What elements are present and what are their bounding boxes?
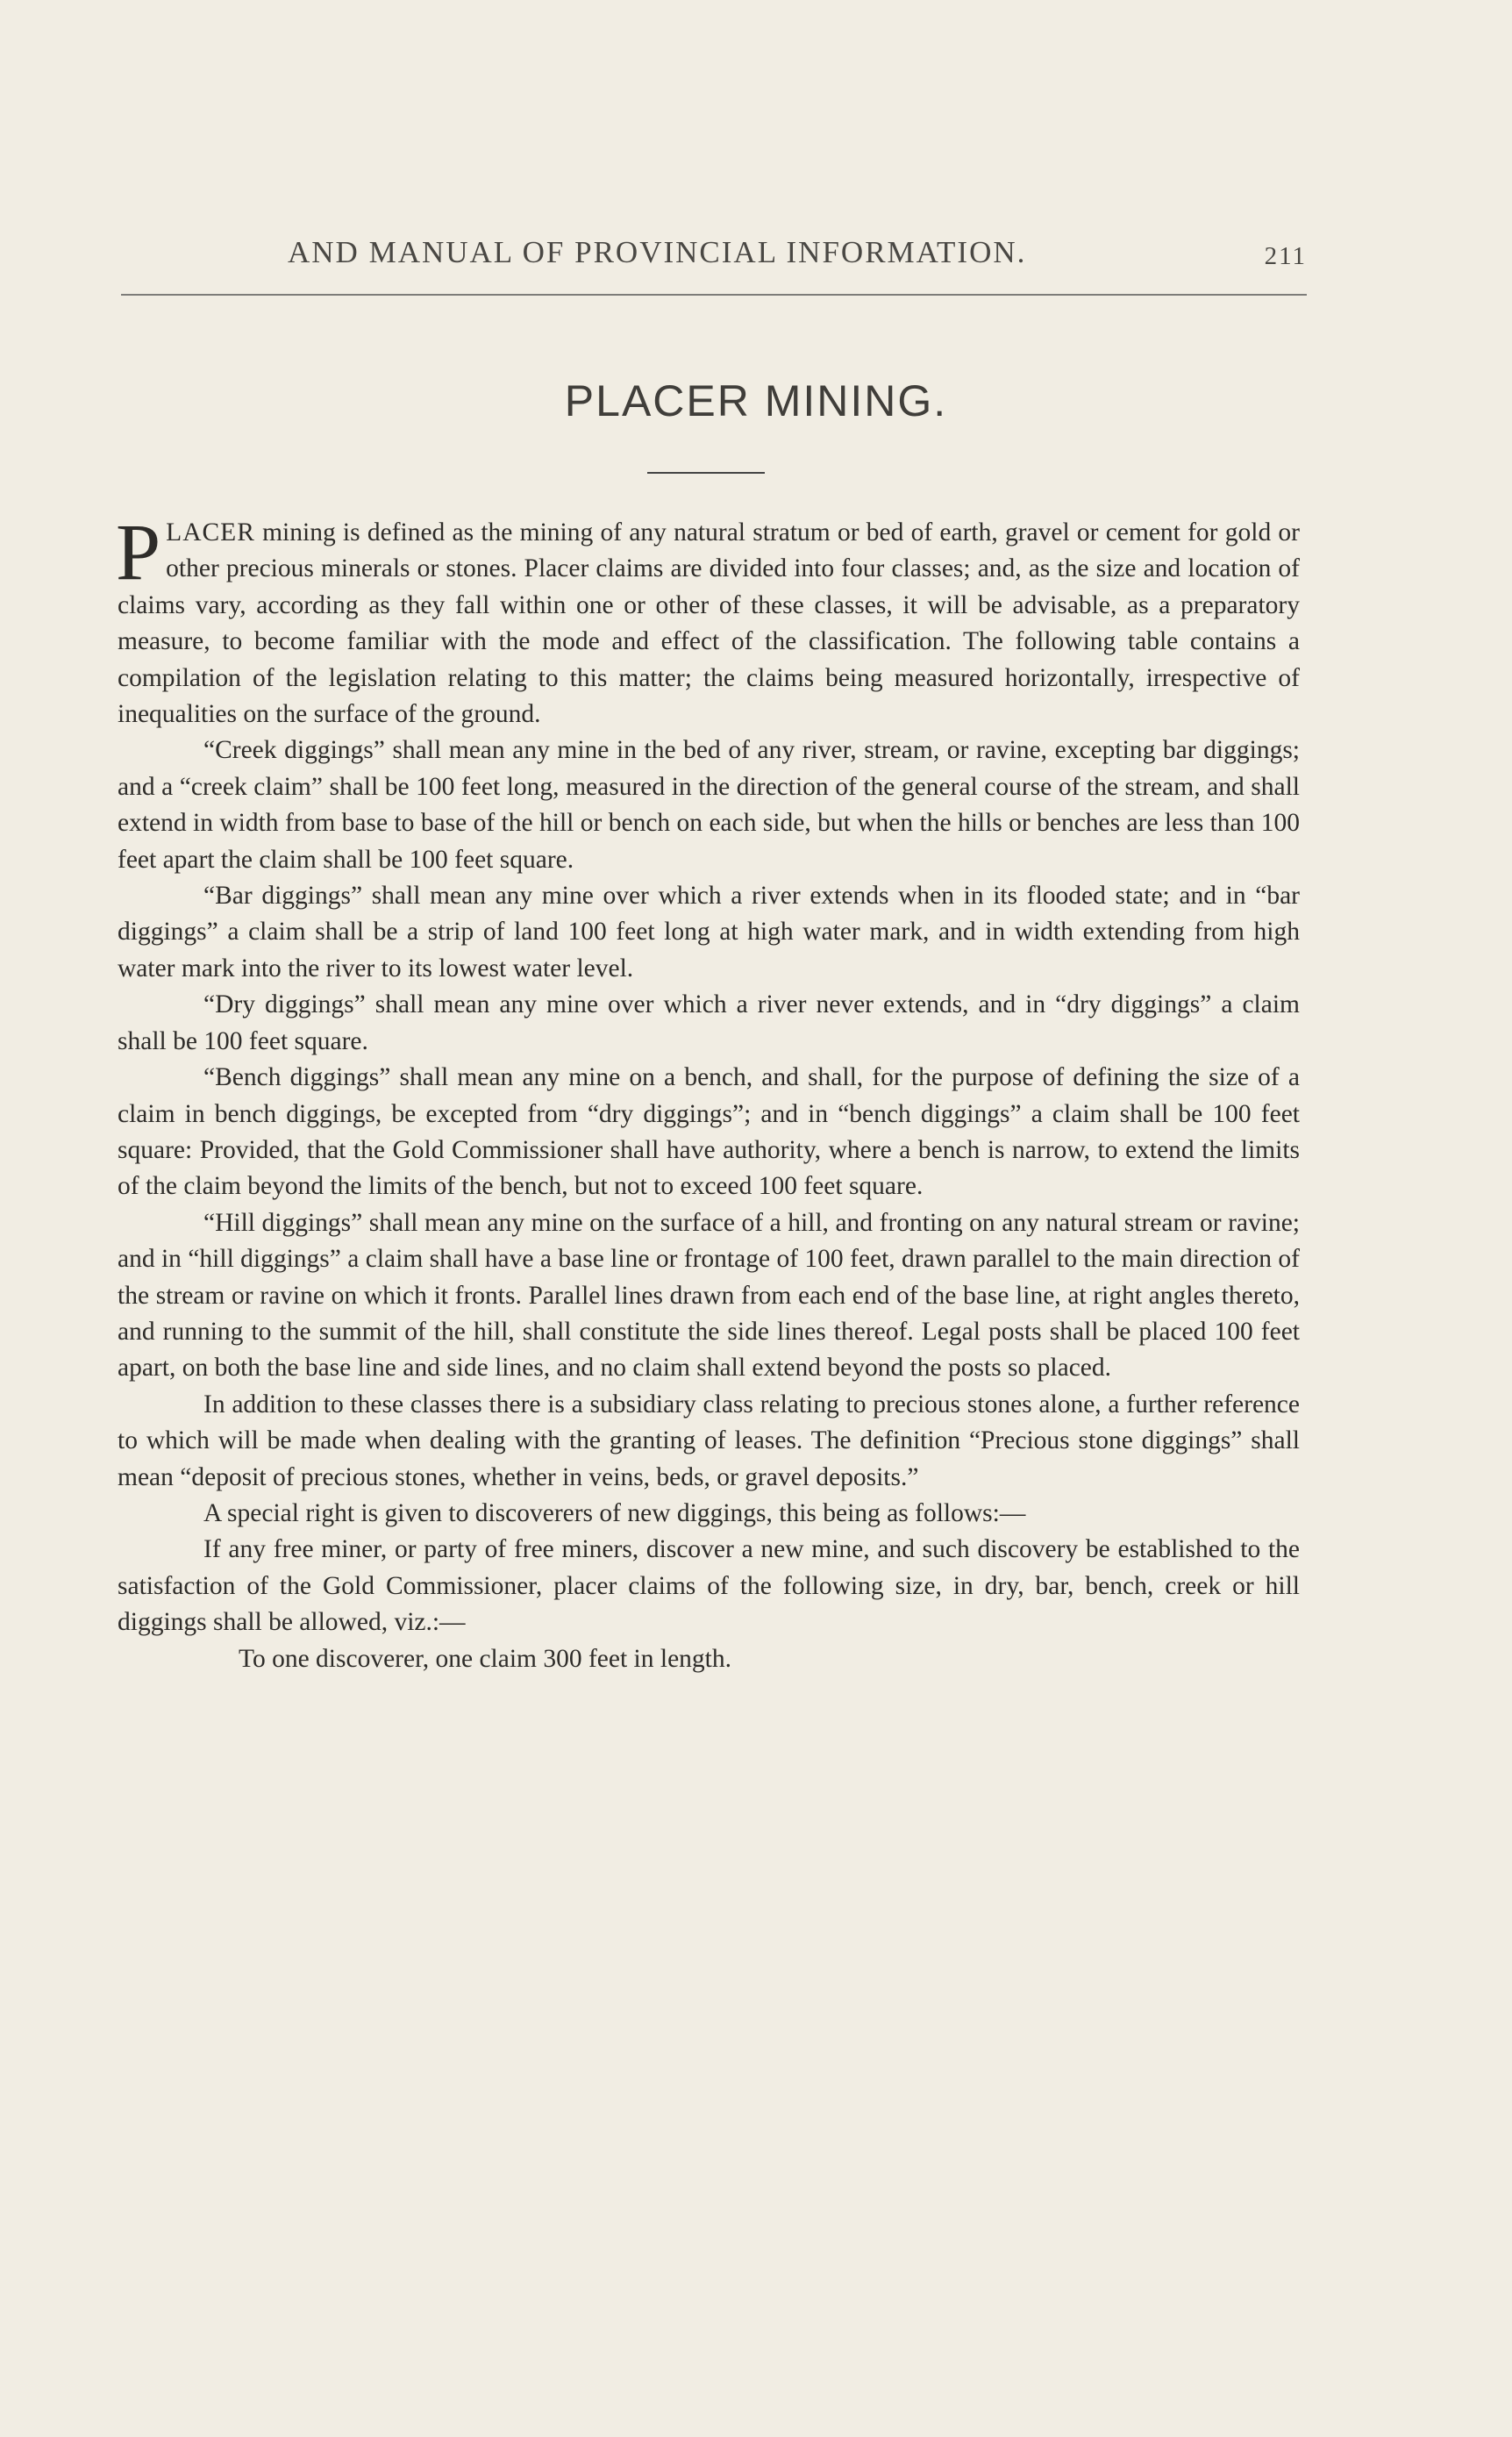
paragraph: “Creek diggings” shall mean any mine in the bed of any river, stream, or ravine, excepting bar diggings; and a “creek claim” shall be 100 feet long, measured in the direction of the general course of the stream, and shall extend in width from base to base of the hill or bench on each side, but when the hills or benches are less than 100 feet apart the claim shall be 100 feet square.: [118, 736, 1300, 874]
paragraph-text: mining is defined as the mining of any natural stratum or bed of earth, gravel or cement for gold or other precious minerals or stones. Placer claims are divided into four classes; and, as the size and location of claims vary, according as they fall within one or other of these classes, it will be advisable, as a preparatory measure, to become familiar with the mode and effect of the classification. The following table contains a compilation of the legislation relating to this matter; the claims being measured horizontally, irrespective of inequalities on the surface of the ground.: [118, 518, 1300, 729]
paragraph: In addition to these classes there is a subsidiary class relating to precious stones alone, a further reference to which will be made when dealing with the granting of leases. The definition “Precious stone diggings” shall mean “deposit of precious stones, whether in veins, beds, or gravel deposits.”: [118, 1390, 1300, 1491]
paragraph: “Hill diggings” shall mean any mine on the surface of a hill, and fronting on any natural stream or ravine; and in “hill diggings” a claim shall have a base line or frontage of 100 feet, drawn parallel to the main direction of the stream or ravine on which it fronts. Parallel lines drawn from each end of the base line, at right angles thereto, and running to the summit of the hill, shall constitute the side lines thereof. Legal posts shall be placed 100 feet apart, on both the base line and side lines, and no claim shall extend beyond the posts so placed.: [118, 1208, 1300, 1383]
title-rule: [647, 472, 765, 474]
paragraph: A special right is given to discoverers of new diggings, this being as follows:—: [203, 1498, 1026, 1527]
paragraph: To one discoverer, one claim 300 feet in length.: [239, 1644, 731, 1673]
body-text: [116, 507, 1300, 1677]
running-header: [121, 235, 1307, 279]
drop-cap: P: [116, 507, 161, 597]
section-title: PLACER MINING.: [564, 376, 948, 425]
page-number: 211: [1264, 242, 1307, 270]
header-rule: [121, 294, 1307, 296]
paragraph: “Bar diggings” shall mean any mine over which a river extends when in its flooded state; and in “bar diggings” a claim shall be a strip of land 100 feet long at high water mark, and in width extending from high water mark into the river to its lowest water level.: [118, 882, 1300, 983]
lead-smallcaps: LACER: [166, 518, 255, 547]
paragraph: [116, 507, 1300, 733]
paragraph: “Bench diggings” shall mean any mine on a bench, and shall, for the purpose of defining the size of a claim in bench diggings, be excepted from “dry diggings”; and in “bench diggings” a claim shall be 100 feet square: Provided, that the Gold Commissioner shall have authority, where a bench is narrow, to extend the limits of the claim beyond the limits of the bench, but not to exceed 100 feet square.: [118, 1063, 1300, 1201]
running-title: AND MANUAL OF PROVINCIAL INFORMATION.: [288, 235, 1027, 269]
paragraph: “Dry diggings” shall mean any mine over which a river never extends, and in “dry diggings” a claim shall be 100 feet square.: [118, 990, 1300, 1055]
paragraph: If any free miner, or party of free miners, discover a new mine, and such discovery be established to the satisfaction of the Gold Commissioner, placer claims of the following size, in dry, bar, bench, creek or hill diggings shall be allowed, viz.:—: [118, 1535, 1300, 1637]
